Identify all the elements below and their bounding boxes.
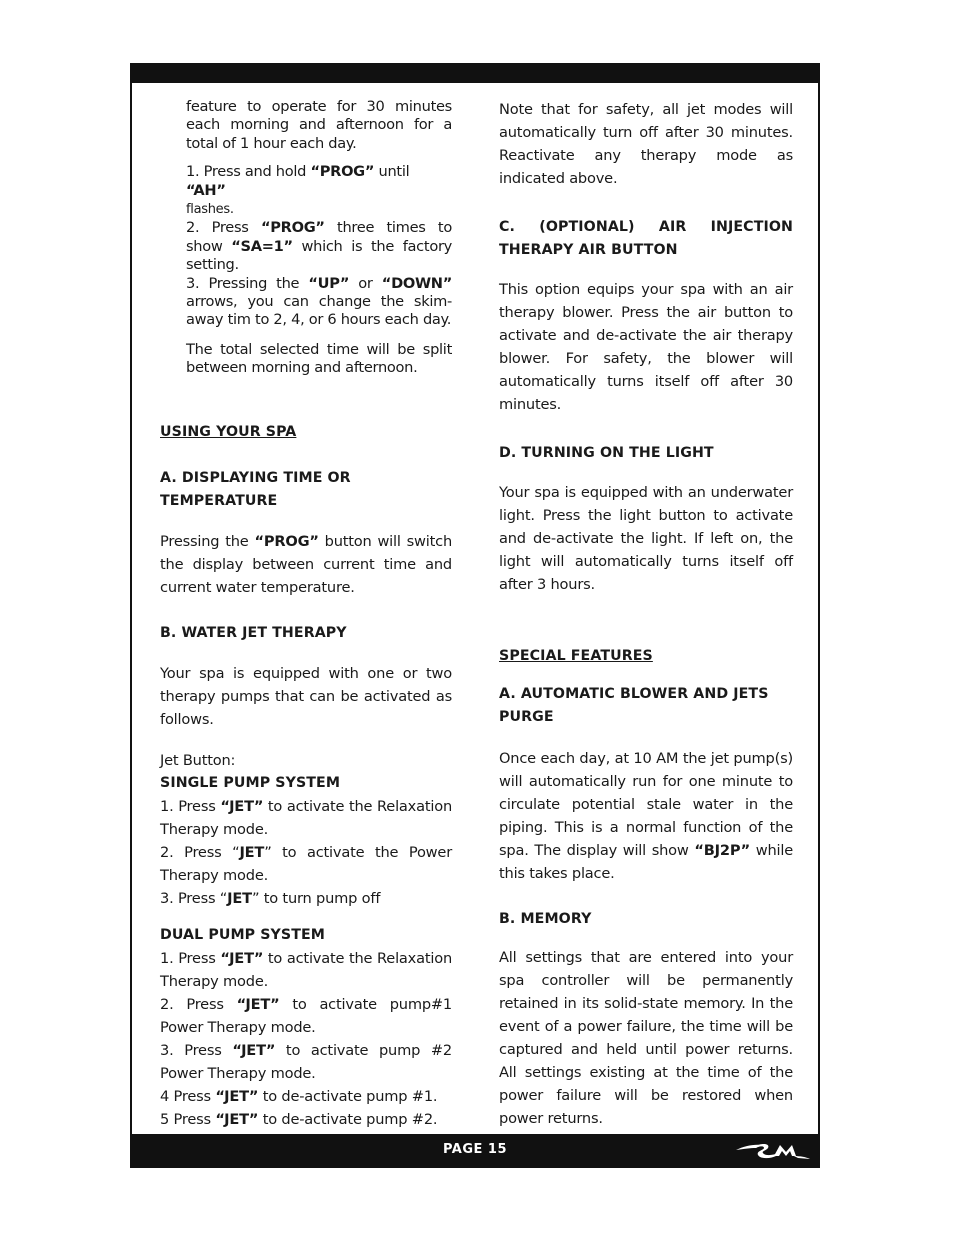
single-1-a: 1. Press: [160, 797, 221, 815]
intro-text: feature to operate for 30 minutes each morning and afternoon for a total of 1 hour each day.: [186, 98, 452, 152]
dual-4-a: 4 Press: [160, 1087, 216, 1105]
dual-4-c: to de-activate pump #1.: [258, 1087, 438, 1105]
displaying-time-text: [160, 530, 452, 599]
displaying-time-text-c: button will switch the display between current time and current water temperature.: [160, 532, 452, 596]
single-3-a: 3. Press “: [160, 889, 228, 907]
single-2-a: 2. Press “: [160, 843, 240, 861]
light-heading: D. TURNING ON THE LIGHT: [499, 445, 714, 461]
skim-step-2: [186, 219, 452, 274]
dual-pump-step-1: [160, 947, 452, 993]
bj2p-code: “BJ2P”: [694, 842, 751, 859]
displaying-time-text-a: Pressing the: [160, 532, 255, 550]
dual-pump-step-2: [160, 993, 452, 1039]
air-injection-text: This option equips your spa with an air therapy blower. Press the air button to activate and de-activate the air therapy blower. For safety, the blower will automatically turns itself off after 30 minutes.: [499, 281, 793, 413]
displaying-time-heading: A. DISPLAYING TIME OR TEMPERATURE: [160, 469, 351, 509]
special-features-heading: SPECIAL FEATURES: [499, 648, 653, 664]
left-column: [160, 98, 452, 1131]
single-pump-step-3: [160, 887, 452, 910]
skim-step-3-text: 3. Pressing the: [186, 274, 309, 292]
jet-button-label: Jet Button:: [160, 751, 236, 769]
skim-step-2-text: 2. Press: [186, 219, 261, 237]
skim-step-2-code: “SA=1”: [231, 237, 293, 255]
top-bar: [132, 65, 818, 83]
dual-2-key: “JET”: [236, 995, 280, 1013]
dual-pump-step-4: [160, 1085, 452, 1108]
sm-logo-icon: [734, 1137, 812, 1163]
skim-step-1-text-2: until: [374, 163, 410, 181]
dual-pump-step-3: [160, 1039, 452, 1085]
using-your-spa-heading: USING YOUR SPA: [160, 423, 297, 440]
blower-purge-heading: A. AUTOMATIC BLOWER AND JETS PURGE: [499, 686, 769, 725]
dual-4-key: “JET”: [215, 1087, 259, 1105]
memory-text: All settings that are entered into your spa controller will be permanently retained in its solid-state memory. In the event of a power failure, the time will be captured and held until power returns. All settings existing at the time of the power failure will be restored when power returns.: [499, 949, 793, 1127]
dual-3-key: “JET”: [232, 1041, 276, 1059]
skim-step-1-text: 1. Press and hold: [186, 163, 311, 181]
single-3-c: ” to turn pump off: [251, 889, 381, 907]
dual-3-c: to activate pump #2 Power Therapy mode.: [160, 1041, 452, 1082]
skim-step-1-code: “AH”: [186, 181, 226, 199]
single-pump-step-1: [160, 795, 452, 841]
skim-step-3-down-key: “DOWN”: [381, 274, 452, 292]
skim-step-3-end: arrows, you can change the skim-away tim to 2, 4, or 6 hours each day.: [186, 293, 452, 329]
single-1-key: “JET”: [220, 797, 264, 815]
dual-1-c: to activate the Relaxation Therapy mode.: [160, 949, 453, 990]
single-3-key: JET: [227, 889, 252, 907]
single-1-c: to activate the Relaxation Therapy mode.: [160, 797, 453, 838]
water-jet-text: Your spa is equipped with one or two therapy pumps that can be activated as follows.: [160, 664, 452, 728]
dual-3-a: 3. Press: [160, 1041, 233, 1059]
skim-step-1-end: flashes.: [186, 202, 234, 218]
dual-5-key: “JET”: [215, 1110, 259, 1128]
air-injection-heading: C. (OPTIONAL) AIR INJECTION THERAPY AIR BUTTON: [499, 219, 793, 258]
water-jet-heading: B. WATER JET THERAPY: [160, 624, 347, 641]
single-2-c: ” to activate the Power Therapy mode.: [160, 843, 452, 884]
single-2-key: JET: [239, 843, 265, 861]
dual-pump-heading: DUAL PUMP SYSTEM: [160, 926, 325, 943]
single-pump-heading: SINGLE PUMP SYSTEM: [160, 774, 341, 791]
memory-heading: B. MEMORY: [499, 911, 592, 927]
blower-purge-text-c: while this takes place.: [499, 842, 793, 882]
light-text: Your spa is equipped with an underwater light. Press the light button to activate and de-activate the light. If left on, the light will automatically turns itself off after 3 hours.: [499, 484, 793, 593]
dual-5-a: 5 Press: [160, 1110, 216, 1128]
skim-step-3-or: or: [349, 274, 382, 292]
blower-purge-text: [499, 747, 793, 885]
dual-1-a: 1. Press: [160, 949, 221, 967]
skim-step-1-key: “PROG”: [310, 163, 375, 181]
skim-step-2-end: which is the factory setting.: [186, 237, 452, 274]
single-pump-step-2: [160, 841, 452, 887]
footer-bar: [132, 1134, 818, 1166]
blower-purge-text-a: Once each day, at 10 AM the jet pump(s) will automatically run for one minute to circulate potential stale water in the piping. This is a normal function of the spa. The display will show: [499, 750, 793, 859]
split-note: The total selected time will be split between morning and afternoon.: [186, 340, 452, 377]
skim-step-3-up-key: “UP”: [308, 274, 350, 292]
dual-pump-step-5: [160, 1108, 452, 1131]
skim-step-1: [186, 163, 452, 219]
right-column: [499, 98, 793, 1130]
skim-step-2-key: “PROG”: [260, 219, 325, 237]
dual-1-key: “JET”: [220, 949, 264, 967]
safety-note: Note that for safety, all jet modes will automatically turn off after 30 minutes. Reactivate any therapy mode as indicated above.: [499, 101, 793, 187]
prog-key: “PROG”: [254, 532, 319, 550]
dual-2-a: 2. Press: [160, 995, 237, 1013]
dual-5-c: to de-activate pump #2.: [258, 1110, 438, 1128]
page-number: PAGE 15: [442, 1142, 508, 1157]
skim-step-2-text-2: three times to show: [186, 219, 452, 255]
dual-2-c: to activate pump#1 Power Therapy mode.: [160, 995, 453, 1036]
skim-step-3: [186, 275, 452, 330]
